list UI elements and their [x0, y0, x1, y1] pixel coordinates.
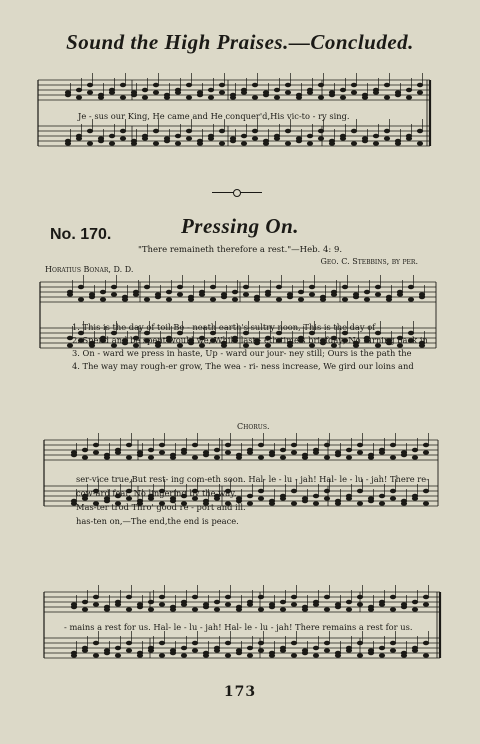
verse-line: 2. Spend and be spent would we, While last - eth time's briefday; No turning back in [72, 335, 428, 345]
verse-line: 3. On - ward we press in haste, Up - ward our jour- ney still; Ours is the path the [72, 348, 412, 358]
concluded-lyric: Je - sus our King, He came and He conquer'd,His vic-to - ry sing. [78, 111, 350, 121]
author-credit: Horatius Bonar, D. D. [45, 265, 134, 274]
composer-credit: Geo. C. Stebbins, by per. [320, 257, 418, 266]
verse-line: 4. The way may rough-er grow, The wea - ri- ness increase, We gird our loins and [72, 361, 414, 371]
divider-ornament [233, 189, 241, 197]
hymn-number: No. 170. [50, 226, 112, 243]
verse-line: has-ten on,—The end,the end is peace. [76, 516, 239, 526]
page-number: 173 [223, 684, 257, 700]
concluded-title: Sound the High Praises.—Concluded. [66, 30, 414, 54]
verse-line: 1. This is the day of toil Be - neath earth's sultry noon, This is the day of [72, 322, 376, 332]
verse-line: ser-vice true,But rest- ing com-eth soon. Hal- le - lu - jah! Hal- le - lu - jah! There re- [76, 474, 429, 484]
scripture-reference: "There remaineth therefore a rest."—Heb. 4: 9. [137, 245, 343, 255]
verse-line: cow-ard fear, No lingering by the way. [76, 488, 237, 498]
hymn-title: Pressing On. [180, 214, 300, 238]
verse-line: Mas-ter trod Thro' good re - port and ill. [76, 502, 246, 512]
final-lyric-line: - mains a rest for us. Hal- le - lu - jah! Hal- le - lu - jah! There remains a rest for us. [64, 622, 413, 632]
chorus-label: Chorus. [237, 422, 270, 431]
